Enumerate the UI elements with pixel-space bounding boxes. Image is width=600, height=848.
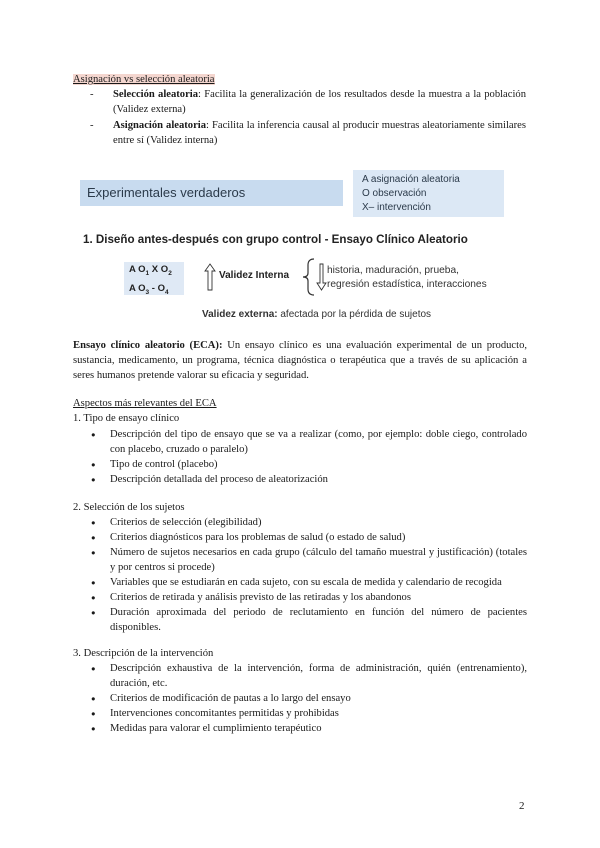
formula-row: A $O_1$ X $O_2$ [129, 264, 172, 277]
list-item: ● Número de sujetos necesarios en cada grupo (cálculo del tamaño muestral y justificación) (totales y por centros si procede) [91, 545, 527, 575]
brace-icon [302, 258, 316, 296]
list-item: - Selección aleatoria: Facilita la generalización de los resultados desde la muestra a la población (Validez externa) [90, 89, 526, 115]
section-list [91, 515, 527, 635]
term-seleccion: Selección aleatoria [113, 89, 199, 100]
design-title: 1. Diseño antes-después con grupo control - Ensayo Clínico Aleatorio [83, 233, 468, 246]
list-item: ● Intervenciones concomitantes permitidas y prohibidas [91, 706, 527, 721]
eca-term: Ensayo clínico aleatorio (ECA): [73, 340, 223, 351]
list-item: ● Descripción del tipo de ensayo que se va a realizar (como, por ejemplo: doble ciego, controlado con placebo, cruzado o paralelo) [91, 427, 527, 457]
threats-list [327, 264, 487, 292]
section-heading: 2. Selección de los sujetos [73, 502, 185, 513]
list-item: ● Criterios de modificación de pautas a lo largo del ensayo [91, 691, 527, 706]
section-heading: 1. Tipo de ensayo clínico [73, 413, 180, 424]
legend-box [353, 170, 504, 217]
eca-paragraph: Ensayo clínico aleatorio (ECA): Un ensayo clínico es una evaluación experimental de un producto, sustancia, medicamento, un programa, técnica diagnóstica o terapéutica que a través de su aplicación a seres humanos pretende valorar su eficacia y seguridad. [73, 340, 528, 381]
arrow-up-icon [204, 263, 216, 291]
section-heading: 3. Descripción de la intervención [73, 648, 214, 659]
list-item: ● Descripción exhaustiva de la intervención, forma de administración, quién (entrenamiento), duración, etc. [91, 661, 527, 691]
intro-title: Asignación vs selección aleatoria [73, 74, 215, 85]
aspects-title: Aspectos más relevantes del ECA [73, 398, 217, 409]
legend-item: O observación [362, 188, 427, 199]
list-item: ● Tipo de control (placebo) [91, 457, 527, 472]
list-item: ● Duración aproximada del periodo de reclutamiento en función del número de pacientes disponibles. [91, 605, 527, 635]
threat-item: historia, maduración, prueba, [327, 265, 459, 276]
experimental-box: Experimentales verdaderos [80, 180, 343, 206]
validez-interna-label: Validez Interna [219, 270, 290, 281]
term-asignacion: Asignación aleatoria [113, 120, 207, 131]
list-item: ● Criterios de retirada y análisis previsto de las retiradas y los abandonos [91, 590, 527, 605]
arrow-down-icon [316, 263, 327, 291]
list-item: ● Variables que se estudiarán en cada sujeto, con su escala de medida y calendario de recogida [91, 575, 527, 590]
section-list [91, 427, 527, 487]
legend-item: A asignación aleatoria [362, 174, 460, 185]
list-item: ● Criterios diagnósticos para los problemas de salud (o estado de salud) [91, 530, 527, 545]
list-item: - Asignación aleatoria: Facilita la inferencia causal al producir muestras aleatoriamente similares entre sí (Validez interna) [90, 120, 526, 146]
list-item: ● Medidas para valorar el cumplimiento terapéutico [91, 721, 527, 736]
design-formula [124, 262, 184, 295]
validez-externa: Validez externa: afectada por la pérdida de sujetos [202, 309, 432, 320]
list-item: ● Criterios de selección (elegibilidad) [91, 515, 527, 530]
formula-row: A $O_3 - O_4$ [129, 282, 169, 296]
section-list [91, 661, 527, 736]
intro-list [88, 87, 526, 149]
legend-item: X– intervención [362, 202, 431, 213]
list-item: ● Descripción detallada del proceso de aleatorización [91, 472, 527, 487]
page-number: 2 [519, 800, 525, 812]
threat-item: regresión estadística, interacciones [327, 279, 487, 290]
